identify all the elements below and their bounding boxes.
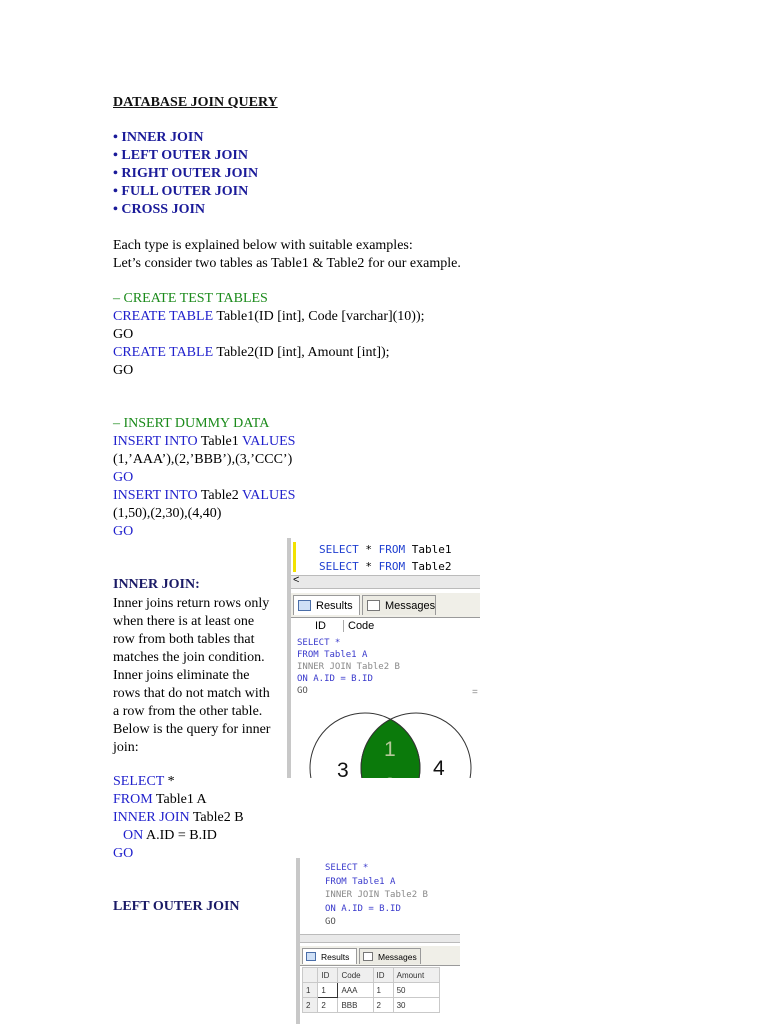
table-cell[interactable]: 1 — [318, 983, 338, 998]
page-title: DATABASE JOIN QUERY — [113, 95, 278, 110]
join-type-item: • CROSS JOIN — [113, 202, 206, 217]
row-number: 2 — [303, 998, 318, 1013]
column-header: Code — [338, 968, 373, 983]
go-statement: GO — [113, 363, 134, 378]
column-header-code: Code — [348, 620, 375, 632]
editor-sql-line: INNER JOIN Table2 B — [325, 890, 428, 900]
go-statement: GO — [113, 470, 134, 485]
venn-overlap-top-label: 1 — [384, 738, 396, 761]
overlay-sql — [297, 637, 400, 697]
left-outer-join-heading: LEFT OUTER JOIN — [113, 899, 240, 914]
table-row[interactable] — [303, 983, 440, 998]
table-cell[interactable]: BBB — [338, 998, 373, 1013]
insert-comment: – INSERT DUMMY DATA — [113, 416, 270, 431]
inner-join-desc: matches the join condition. — [113, 650, 265, 665]
editor-sql — [325, 862, 428, 930]
grid-icon — [298, 600, 311, 611]
results-tabbar — [300, 946, 460, 966]
intro-text: Let’s consider two tables as Table1 & Table2 for our example. — [113, 256, 461, 271]
horizontal-scrollbar[interactable] — [291, 575, 480, 589]
table-cell[interactable]: 2 — [318, 998, 338, 1013]
intro-text: Each type is explained below with suitable examples: — [113, 238, 413, 253]
results-grid-header — [311, 620, 374, 632]
column-header: ID — [373, 968, 393, 983]
inner-join-desc: rows that do not match with — [113, 686, 270, 701]
join-type-item: • INNER JOIN — [113, 130, 204, 145]
inner-join-desc: when there is at least one — [113, 614, 255, 629]
inner-join-desc: join: — [113, 740, 139, 755]
editor-line: SELECT * FROM Table1 — [319, 543, 452, 556]
editor-line: SELECT * FROM Table2 — [319, 560, 452, 573]
scroll-left-icon[interactable]: < — [293, 574, 300, 586]
overlay-sql-line: ON A.ID = B.ID — [297, 674, 373, 684]
go-statement: GO — [113, 524, 134, 539]
tab-messages-label: Messages — [385, 600, 436, 612]
insert-table2-line: INSERT INTO Table2 VALUES — [113, 488, 296, 503]
venn-overlap-bottom-label: 2 — [384, 774, 396, 797]
results-header-row — [303, 968, 440, 983]
messages-icon — [367, 600, 380, 611]
table-cell[interactable]: 50 — [393, 983, 439, 998]
messages-icon — [363, 952, 373, 961]
editor-sql-line: SELECT * — [325, 863, 369, 873]
create-comment: – CREATE TEST TABLES — [113, 291, 268, 306]
ssms-screenshot-left-join — [296, 858, 460, 1024]
tab-results[interactable] — [293, 595, 360, 615]
editor-gutter — [287, 538, 291, 778]
tab-results[interactable] — [302, 948, 357, 964]
join-type-item: • LEFT OUTER JOIN — [113, 148, 248, 163]
horizontal-scrollbar[interactable] — [300, 934, 460, 943]
inner-join-desc: Inner joins eliminate the — [113, 668, 250, 683]
overlay-sql-line: GO — [297, 686, 308, 696]
table-cell[interactable]: AAA — [338, 983, 373, 998]
column-header: ID — [318, 968, 338, 983]
editor-sql-line: GO — [325, 917, 336, 927]
results-tabbar — [291, 593, 480, 618]
overlay-sql-line: INNER JOIN Table2 B — [297, 662, 400, 672]
create-table1-line: CREATE TABLE Table1(ID [int], Code [varchar](10)); — [113, 309, 425, 324]
table-cell[interactable]: 2 — [373, 998, 393, 1013]
tab-messages-label: Messages — [378, 952, 417, 962]
row-number: 1 — [303, 983, 318, 998]
insert-table1-line: INSERT INTO Table1 VALUES — [113, 434, 296, 449]
go-statement: GO — [113, 327, 134, 342]
insert-values1: (1,’AAA’),(2,’BBB’),(3,’CCC’) — [113, 452, 293, 467]
grid-icon — [306, 952, 316, 961]
column-header-id: ID — [311, 620, 344, 632]
inner-join-query-line: FROM Table1 A — [113, 792, 207, 807]
inner-join-desc: row from both tables that — [113, 632, 255, 647]
tab-results-label: Results — [316, 600, 353, 612]
table-cell[interactable]: 30 — [393, 998, 439, 1013]
venn-right-label: 4 — [433, 757, 445, 780]
tab-messages[interactable] — [359, 948, 421, 964]
editor-sql-line: ON A.ID = B.ID — [325, 903, 401, 914]
venn-left-label: 3 — [337, 759, 349, 782]
inner-join-query-line: ON A.ID = B.ID — [123, 828, 217, 843]
go-statement: GO — [113, 846, 134, 861]
column-header — [303, 968, 318, 983]
insert-values2: (1,50),(2,30),(4,40) — [113, 506, 222, 521]
venn-diagram — [309, 698, 479, 797]
editor-sql-line: FROM Table1 A — [325, 876, 396, 887]
inner-join-desc: Inner joins return rows only — [113, 596, 270, 611]
column-header: Amount — [393, 968, 439, 983]
equals-sign: = — [472, 687, 478, 698]
create-table2-line: CREATE TABLE Table2(ID [int], Amount [int]); — [113, 345, 390, 360]
results-table — [302, 967, 440, 1013]
tab-messages[interactable] — [362, 595, 436, 615]
editor-code — [319, 541, 451, 575]
overlay-sql-line: FROM Table1 A — [297, 650, 368, 660]
tab-results-label: Results — [321, 952, 350, 962]
inner-join-heading: INNER JOIN: — [113, 577, 200, 592]
overlay-sql-line: SELECT * — [297, 638, 341, 648]
inner-join-desc: Below is the query for inner — [113, 722, 271, 737]
join-type-item: • FULL OUTER JOIN — [113, 184, 249, 199]
join-type-item: • RIGHT OUTER JOIN — [113, 166, 259, 181]
table-cell[interactable]: 1 — [373, 983, 393, 998]
changed-line-marker — [293, 542, 296, 572]
inner-join-query-line: INNER JOIN Table2 B — [113, 810, 244, 825]
inner-join-desc: a row from the other table. — [113, 704, 263, 719]
inner-join-query-line: SELECT * — [113, 774, 175, 789]
ssms-screenshot-inner-join — [287, 538, 480, 797]
table-row[interactable] — [303, 998, 440, 1013]
